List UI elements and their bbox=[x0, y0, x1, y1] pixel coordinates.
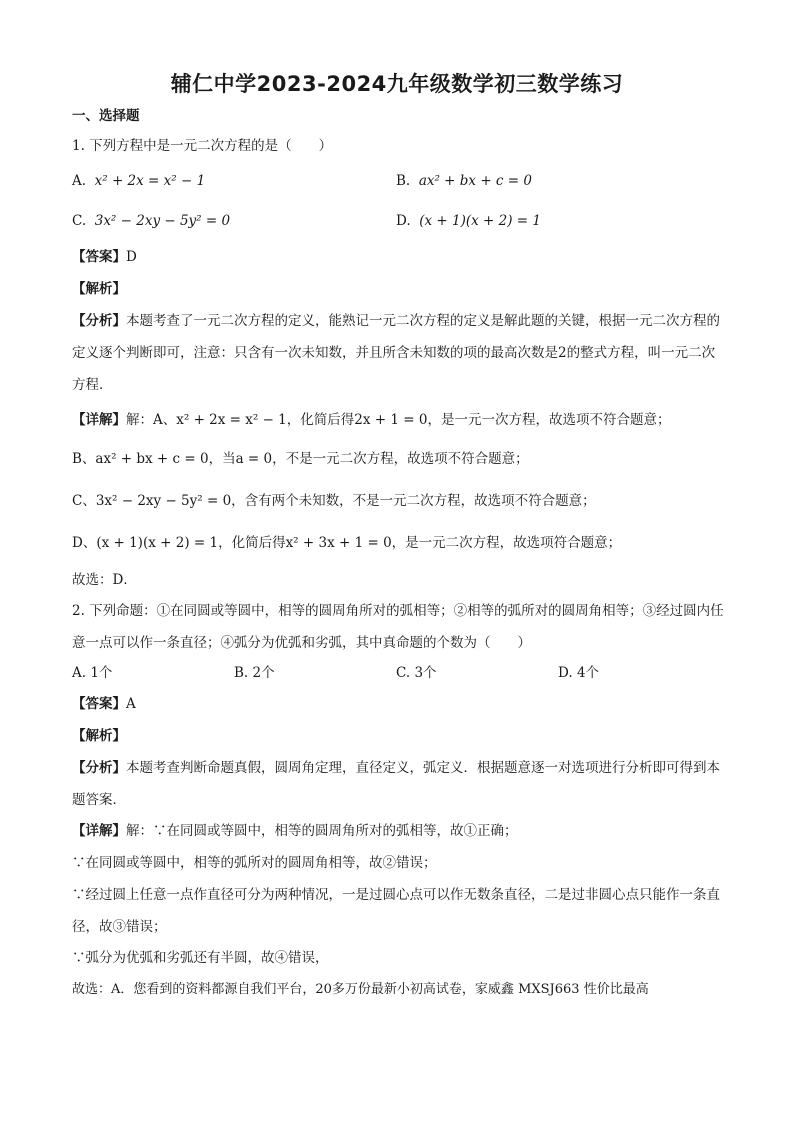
q2-option-a: A. 1个 bbox=[72, 665, 113, 681]
q2-option-d: D. 4个 bbox=[558, 665, 600, 681]
q2-detail-line-1: 【详解】解：∵在同圆或等圆中，相等的圆周角所对的弧相等，故①正确； bbox=[72, 823, 518, 839]
q1-detail-line-2: B、ax² + bx + c = 0，当a = 0，不是一元二次方程，故选项不符合题意； bbox=[72, 451, 529, 467]
q1-answer: 【答案】D bbox=[72, 249, 137, 265]
page-title: 辅仁中学2023-2024九年级数学初三数学练习 bbox=[170, 72, 624, 96]
q2-detail-line-4: ∵弧分为优弧和劣弧还有半圆，故④错误， bbox=[72, 950, 329, 966]
q2-answer: 【答案】A bbox=[72, 696, 136, 712]
q1-detail-line-1: 【详解】解：A、x² + 2x = x² − 1，化简后得2x + 1 = 0，是一元一次方程，故选项不符合题意； bbox=[72, 412, 671, 428]
q2-detail-line-2: ∵在同圆或等圆中，相等的弧所对的圆周角相等，故②错误； bbox=[72, 855, 437, 871]
q1-option-b: B. ax² + bx + c = 0 bbox=[396, 173, 532, 189]
q1-detail-line-3: C、3x² − 2xy − 5y² = 0，含有两个未知数，不是一元二次方程，故选项不符合题意； bbox=[72, 493, 596, 509]
q2-jiexi-label: 【解析】 bbox=[72, 728, 126, 744]
q1-detail-line-5: 故选：D． bbox=[72, 572, 137, 588]
q2-detail-line-3: ∵经过圆上任意一点作直径可分为两种情况，一是过圆心点可以作无数条直径，二是过非圆心点只能作一条直径，故③错误； bbox=[72, 887, 720, 935]
question-2-stem: 2. 下列命题：①在同圆或等圆中，相等的圆周角所对的弧相等；②相等的弧所对的圆周角相等；③经过圆内任意一点可以作一条直径；④弧分为优弧和劣弧，其中真命题的个数为（ ） bbox=[72, 603, 724, 651]
q2-option-b: B. 2个 bbox=[234, 665, 275, 681]
q2-detail-line-5: 故选：A．您看到的资料都源自我们平台，20多万份最新小初高试卷，家威鑫 MXSJ663 性价比最高 bbox=[72, 982, 649, 997]
section-heading: 一、选择题 bbox=[72, 108, 140, 124]
q1-option-d: D. (x + 1)(x + 2) = 1 bbox=[396, 213, 541, 229]
question-1-stem: 1. 下列方程中是一元二次方程的是（ ） bbox=[72, 138, 333, 154]
q1-jiexi-label: 【解析】 bbox=[72, 281, 126, 297]
q1-option-a: A. x² + 2x = x² − 1 bbox=[72, 173, 206, 189]
q1-analysis: 【分析】本题考查了一元二次方程的定义，能熟记一元二次方程的定义是解此题的关键，根据一元二次方程的定义逐个判断即可，注意：只含有一次未知数，并且所含未知数的项的最高次数是2的整式方程，叫一元二次方程． bbox=[72, 313, 720, 393]
q1-detail-line-4: D、(x + 1)(x + 2) = 1，化简后得x² + 3x + 1 = 0，是一元二次方程，故选项符合题意； bbox=[72, 535, 622, 551]
q2-option-c: C. 3个 bbox=[396, 665, 437, 681]
q1-option-c: C. 3x² − 2xy − 5y² = 0 bbox=[72, 213, 231, 229]
q2-analysis: 【分析】本题考查判断命题真假，圆周角定理，直径定义，弧定义．根据题意逐一对选项进行分析即可得到本题答案． bbox=[72, 760, 720, 808]
